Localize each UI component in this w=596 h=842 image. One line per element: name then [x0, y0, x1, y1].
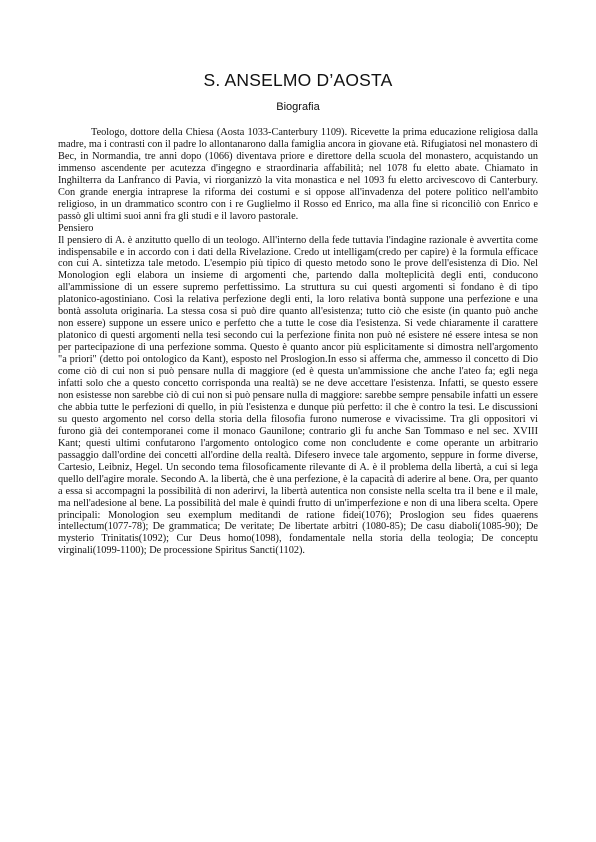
- section-heading-pensiero: Pensiero: [58, 222, 94, 234]
- thought-paragraph: Il pensiero di A. è anzitutto quello di un teologo. All'interno della fede tuttavia l'indagine razionale è avvertita come indispensabile e in accordo con i dati della Rivelazione. Credo ut intelligam(credo per capire) è la formula efficace con cui A. sintetizza tale metodo. L'esempio più tipico di questo metodo sono le prove dell'esistenza di Dio. Nel Monologion egli elabora un insieme di argomenti che, partendo dalla molteplicità degli enti, conducono all'ammissione di un essere supremo perfettissimo. La struttura su cui questi argomenti si fondano è di tipo platonico-agostiniano. Così la relativa perfezione degli enti, la loro relativa bontà suppone una perfezione e una bontà assoluta originaria. La stessa cosa si può dire quanto all'esistenza; tutto ciò che esiste (in quanto può anche non essere) suppone un essere unico e perfetto che a tutte le cose dia l'esistenza. Si vede chiaramente il carattere platonico di questi argomenti nella tesi secondo cui la perfezione finita non può né esistere né essere intesa se non per partecipazione di una perfezione somma. Questo è quanto ancor più esplicitamente si dimostra nell'argomento "a priori" (detto poi ontologico da Kant), esposto nel Proslogion.In esso si afferma che, ammesso il concetto di Dio come ciò di cui non si può pensare nulla di maggiore (ed è questa un'ammissione che anche l'ateo fa; egli nega infatti solo che a questo concetto corrisponda una realtà) se ne deve accettare l'esistenza. Infatti, se questo essere non esistesse non sarebbe ciò di cui non si può pensare nulla di maggiore: sarebbe sempre pensabile infatti un essere che abbia tutte le perfezioni di quello, in più l'esistenza e dunque più perfetto: il che è contro la tesi. Le discussioni su questo argomento nel corso della storia della filosofia furono numerose e vivacissime. Tra gli oppositori vi furono già dei contemporanei come il monaco Gaunilone; contrario gli fu anche San Tommaso e nel sec. XVIII Kant; questi ultimi confutarono l'argomento ontologico come non concludente e come operante un arbitrario passaggio dall'ordine dei concetti all'ordine della realtà. Difesero invece tale argomento, seppure in forme diverse, Cartesio, Leibniz, Hegel. Un secondo tema filosoficamente rilevante di A. è il problema della libertà, a cui si lega quello dell'agire morale. Secondo A. la libertà, che è una perfezione, è la capacità di aderire al bene. Ora, per quanto a essa si accompagni la possibilità di non aderirvi, la libertà autentica non consiste nella scelta tra il bene e il male, ma nell'adesione al bene. La possibilità del male è quindi frutto di un'imperfezione e non di una libera scelta. Opere principali: Monologion seu exemplum meditandi de ratione fidei(1076); Proslogion seu fides quaerens intellectum(1077-78); De grammatica; De veritate; De libertate arbitri (1080-85); De casu diaboli(1085-90); De mysterio Trinitatis(1092); Cur Deus homo(1098), fondamentale nella storia della teologia; De conceptu virginali(1099-1100); De processione Spiritus Sancti(1102).: [58, 234, 538, 557]
- document-page: [58, 70, 538, 557]
- biography-paragraph: Teologo, dottore della Chiesa (Aosta 1033-Canterbury 1109). Ricevette la prima educazione religiosa dalla madre, ma i contrasti con il padre lo allontanarono dalla famiglia ancora in giovane età. Rifugiatosi nel monastero di Bec, in Normandia, tre anni dopo (1066) diventava priore e direttore della scuola del monastero, acquistando un immenso ascendente per acutezza d'ingegno e straordinaria affabilità; nel 1078 fu eletto abate. Chiamato in Inghilterra da Lanfranco di Pavia, vi riorganizzò la vita monastica e nel 1093 fu eletto arcivescovo di Canterbury. Con grande energia intraprese la riforma dei costumi e si oppose all'invadenza del potere politico nell'ambito religioso, in un drammatico scontro con i re Guglielmo il Rosso ed Enrico, ma alla fine si riconciliò con Enrico e passò gli ultimi suoi anni fra gli studi e il lavoro pastorale.: [58, 127, 538, 222]
- document-subtitle: Biografia: [276, 101, 320, 113]
- document-title: S. ANSELMO D’AOSTA: [203, 70, 393, 90]
